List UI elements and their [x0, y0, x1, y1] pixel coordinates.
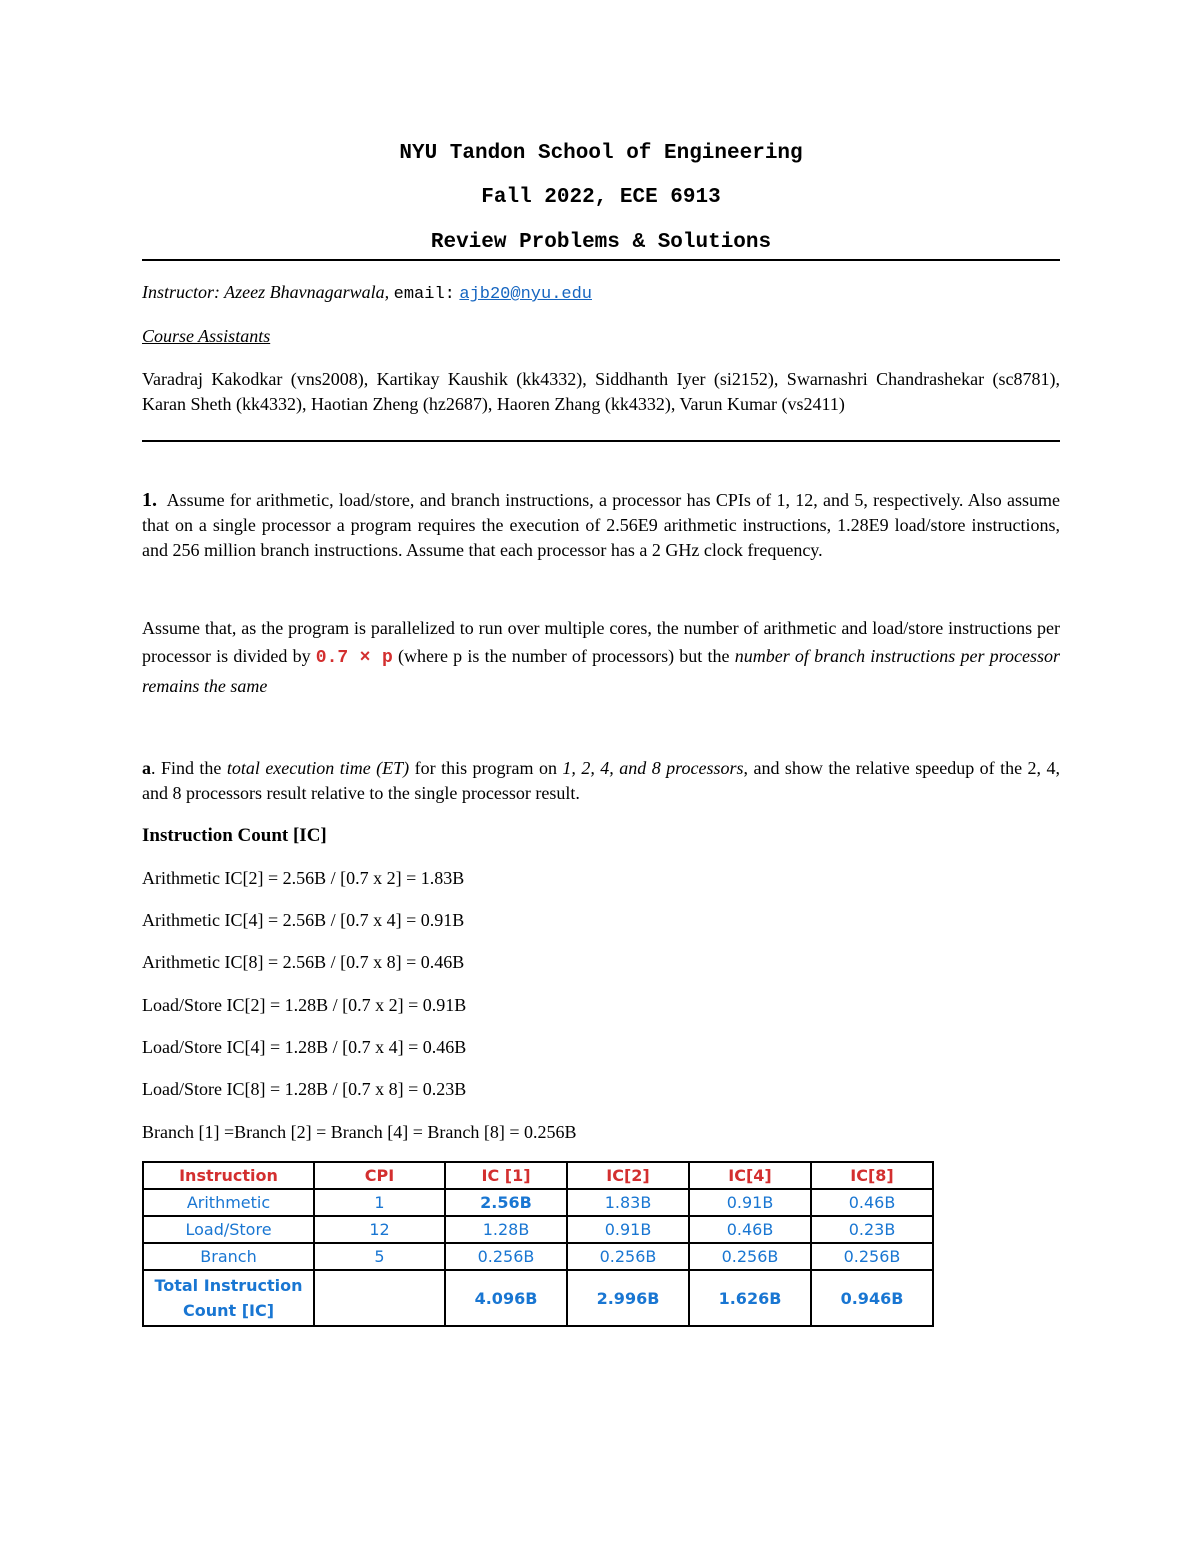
ic-cell: 0.46B	[811, 1189, 933, 1216]
table-header-cell: IC [1]	[445, 1162, 567, 1189]
table-row	[143, 1216, 933, 1243]
total-cpi-cell	[314, 1270, 445, 1326]
part-a-text-3: , and show the relative speedup of the 2, 4, and 8 processors result relative to the single processor result.	[142, 758, 1060, 803]
cpi-cell: 5	[314, 1243, 445, 1270]
total-label-line: Count [IC]	[182, 1301, 275, 1320]
problem-text-2-italic: number of branch instructions per processor remains the same	[142, 646, 1061, 696]
problem-text-1: Assume for arithmetic, load/store, and branch instructions, a processor has CPIs of 1, 12, and 5, respectively. Also assume that on a single processor a program requires the execution of 2.56E9 arithmetic instructions, 1.28E9 load/store instructions, and 256 million branch instructions. Assume that each processor has a 2 GHz clock frequency.	[142, 490, 1060, 560]
instruction-count-table	[142, 1161, 934, 1327]
part-a-question	[142, 756, 1060, 806]
email-link[interactable]: ajb20@nyu.edu	[459, 285, 592, 304]
part-a-label: a	[142, 758, 151, 778]
cpi-cell: 1	[314, 1189, 445, 1216]
assistants-heading-text: Course Assistants	[142, 326, 271, 346]
total-label-line: Total Instruction	[154, 1276, 303, 1295]
ic-line: Load/Store IC[2] = 1.28B / [0.7 x 2] = 0.91B	[142, 995, 467, 1015]
problem-text-2-mid: (where p is the number of processors) but the	[398, 646, 730, 666]
instructor-line	[142, 282, 592, 304]
row-label-cell: Arithmetic	[143, 1189, 314, 1216]
parallel-factor: 0.7 × p	[315, 648, 393, 668]
table-header-row	[143, 1162, 933, 1189]
header-rule	[142, 259, 1060, 261]
total-ic-cell: 2.996B	[567, 1270, 689, 1326]
table-header-cell: IC[4]	[689, 1162, 811, 1189]
table-total-row	[143, 1270, 933, 1326]
ic-cell: 2.56B	[445, 1189, 567, 1216]
ic-line: Load/Store IC[8] = 1.28B / [0.7 x 8] = 0.23B	[142, 1079, 467, 1099]
total-ic-cell: 0.946B	[811, 1270, 933, 1326]
ic-cell: 0.256B	[567, 1243, 689, 1270]
part-a-text-1: . Find the	[151, 758, 222, 778]
ic-cell: 0.256B	[445, 1243, 567, 1270]
problem-text-2-start: Assume that, as the program is parallelized to run over multiple cores, the number of arithmetic and load/store instructions per processor is divided by	[142, 618, 1060, 666]
table-header-cell: CPI	[314, 1162, 445, 1189]
problem-paragraph-1	[142, 488, 1060, 563]
total-ic-cell: 1.626B	[689, 1270, 811, 1326]
ic-line: Arithmetic IC[4] = 2.56B / [0.7 x 4] = 0.91B	[142, 910, 465, 930]
ic-cell: 0.256B	[689, 1243, 811, 1270]
total-label-cell	[143, 1270, 314, 1326]
course-title: Fall 2022, ECE 6913	[481, 186, 721, 209]
ic-line: Arithmetic IC[8] = 2.56B / [0.7 x 8] = 0.46B	[142, 952, 465, 972]
ic-cell: 0.23B	[811, 1216, 933, 1243]
part-a-italic-1: total execution time (ET)	[226, 758, 410, 778]
table-row	[143, 1189, 933, 1216]
part-a-italic-2: 1, 2, 4, and 8 processors	[562, 758, 744, 778]
ic-cell: 1.83B	[567, 1189, 689, 1216]
ic-line: Arithmetic IC[2] = 2.56B / [0.7 x 2] = 1.83B	[142, 868, 465, 888]
email-label: email:	[393, 285, 455, 304]
table-row	[143, 1243, 933, 1270]
ic-cell: 0.91B	[689, 1189, 811, 1216]
total-ic-cell: 4.096B	[445, 1270, 567, 1326]
instructor-label: Instructor: Azeez Bhavnagarwala,	[142, 282, 390, 302]
school-title: NYU Tandon School of Engineering	[399, 142, 803, 165]
problem-paragraph-2	[142, 614, 1060, 700]
ic-cell: 0.91B	[567, 1216, 689, 1243]
assistants-heading	[142, 326, 270, 347]
row-label-cell: Branch	[143, 1243, 314, 1270]
ic-heading: Instruction Count [IC]	[142, 825, 327, 846]
part-a-text-2: for this program on	[414, 758, 557, 778]
problem-number: 1.	[142, 489, 157, 511]
cpi-cell: 12	[314, 1216, 445, 1243]
table-header-cell: IC[8]	[811, 1162, 933, 1189]
ic-line: Branch [1] =Branch [2] = Branch [4] = Branch [8] = 0.256B	[142, 1122, 577, 1142]
assistants-list: Varadraj Kakodkar (vns2008), Kartikay Kaushik (kk4332), Siddhanth Iyer (si2152), Swarnashri Chandrashekar (sc8781), Karan Sheth (kk4332), Haotian Zheng (hz2687), Haoren Zhang (kk4332), Varun Kumar (vs2411)	[142, 369, 1060, 414]
table-header-cell: Instruction	[143, 1162, 314, 1189]
ic-cell: 0.256B	[811, 1243, 933, 1270]
assistants-rule	[142, 440, 1060, 442]
ic-cell: 1.28B	[445, 1216, 567, 1243]
table-header-cell: IC[2]	[567, 1162, 689, 1189]
ic-line: Load/Store IC[4] = 1.28B / [0.7 x 4] = 0.46B	[142, 1037, 467, 1057]
row-label-cell: Load/Store	[143, 1216, 314, 1243]
document-title: Review Problems & Solutions	[430, 231, 772, 254]
ic-cell: 0.46B	[689, 1216, 811, 1243]
